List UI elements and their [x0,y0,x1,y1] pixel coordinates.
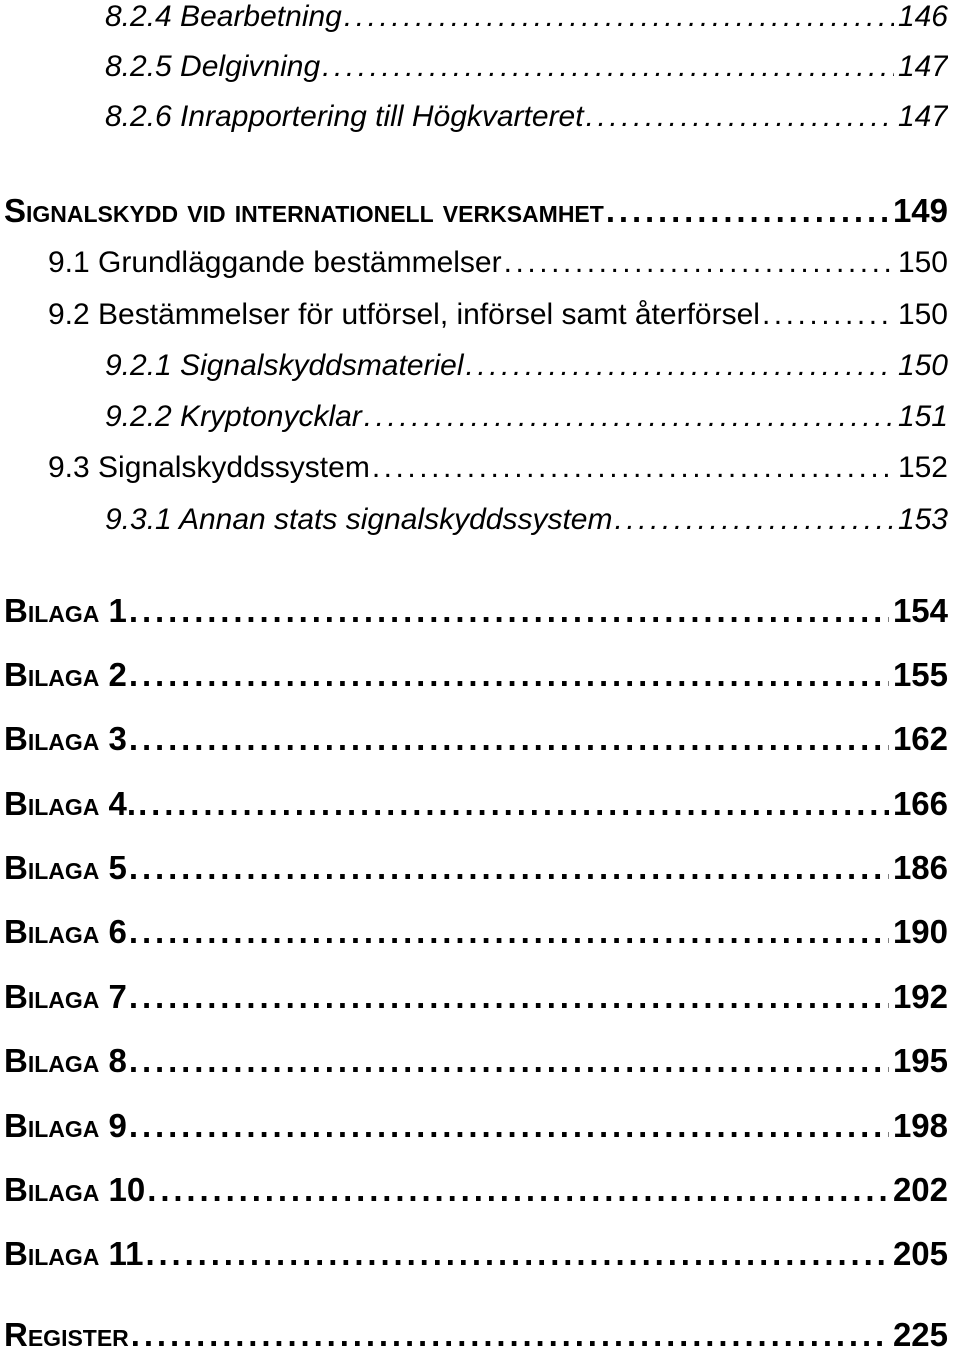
dot-leader [762,298,894,332]
dot-leader [129,592,889,630]
toc-entry[interactable] [105,349,948,389]
toc-appendix-entry[interactable] [4,849,948,893]
toc-entry-page: 150 [897,246,948,279]
toc-entry-label: Register [4,1316,129,1353]
dot-leader [586,100,894,134]
dot-leader [129,1042,889,1080]
toc-entry-label: Bilaga 10 [4,1171,146,1208]
dot-leader [322,50,894,84]
toc-entry-page: 202 [892,1171,948,1208]
toc-entry[interactable] [105,50,948,90]
toc-appendix-entry[interactable] [4,656,948,700]
toc-entry-page: 186 [892,849,948,886]
toc-entry-page: 192 [892,978,948,1015]
toc-entry-label: Bilaga 9 [4,1107,127,1144]
dot-leader [344,0,894,34]
toc-entry-page: 198 [892,1107,948,1144]
toc-entry-page: 190 [892,913,948,950]
dot-leader [138,785,889,823]
dot-leader [364,400,894,434]
dot-leader [129,656,889,694]
toc-entry[interactable] [48,451,948,491]
toc-entry-label: Bilaga 2 [4,656,127,693]
dot-leader [129,913,889,951]
toc-entry-label: Bilaga 7 [4,978,127,1015]
toc-entry-label: Bilaga 11 [4,1235,144,1272]
toc-entry-page: 152 [897,451,948,484]
dot-leader [129,978,889,1016]
toc-appendix-entry[interactable] [4,1107,948,1151]
toc-entry-page: 155 [892,656,948,693]
toc-entry-label: 9.3 Signalskyddssystem [48,451,370,484]
toc-entry-page: 150 [897,298,948,331]
toc-entry-page: 166 [892,785,948,822]
toc-chapter-entry[interactable] [4,192,948,236]
toc-entry[interactable] [105,503,948,543]
dot-leader [129,1107,889,1145]
toc-appendix-entry[interactable] [4,1171,948,1215]
toc-entry-label: 8.2.4 Bearbetning [105,0,342,33]
dot-leader [129,720,889,758]
dot-leader [504,246,894,280]
toc-register-entry[interactable] [4,1316,948,1360]
toc-entry-label: Bilaga 6 [4,913,127,950]
toc-entry[interactable] [48,298,948,338]
dot-leader [147,1171,889,1209]
toc-entry-page: 153 [897,503,948,536]
toc-entry-label: Bilaga 8 [4,1042,127,1079]
toc-entry-page: 195 [892,1042,948,1079]
dot-leader [129,849,889,887]
toc-appendix-entry[interactable] [4,1042,948,1086]
toc-entry-page: 146 [897,0,948,33]
dot-leader [466,349,894,383]
toc-entry-label: 9.3.1 Annan stats signalskyddssystem [105,503,613,536]
dot-leader [131,1316,889,1354]
toc-entry-label: 8.2.6 Inrapportering till Högkvarteret [105,100,584,133]
dot-leader [372,451,894,485]
toc-appendix-entry[interactable] [4,785,948,829]
toc-entry-page: 162 [892,720,948,757]
dot-leader [614,503,893,537]
toc-entry-label: 9.2 Bestämmelser för utförsel, införsel samt återförsel [48,298,760,331]
toc-entry-label: 9.1 Grundläggande bestämmelser [48,246,502,279]
toc-entry[interactable] [105,100,948,140]
dot-leader [606,192,889,230]
toc-entry-label: 8.2.5 Delgivning [105,50,321,83]
toc-appendix-entry[interactable] [4,913,948,957]
toc-entry-label: Bilaga 1 [4,592,127,629]
toc-entry-label: 9.2.2 Kryptonycklar [105,400,362,433]
toc-entry-page: 147 [897,100,948,133]
toc-entry-page: 205 [892,1235,948,1272]
toc-appendix-entry[interactable] [4,1235,948,1279]
toc-entry-page: 225 [892,1316,948,1353]
toc-entry[interactable] [105,400,948,440]
toc-entry[interactable] [48,246,948,286]
toc-appendix-entry[interactable] [4,592,948,636]
toc-entry-page: 154 [892,592,948,629]
toc-entry-label: Bilaga 4. [4,785,137,822]
toc-entry-page: 151 [897,400,948,433]
toc-appendix-entry[interactable] [4,978,948,1022]
toc-entry-page: 149 [892,192,948,229]
toc-entry-label: Bilaga 5 [4,849,127,886]
toc-entry-page: 147 [897,50,948,83]
toc-entry-page: 150 [897,349,948,382]
dot-leader [145,1235,889,1273]
toc-entry[interactable] [105,0,948,40]
toc-entry-label: Signalskydd vid internationell verksamhet [4,192,604,229]
toc-appendix-entry[interactable] [4,720,948,764]
toc-entry-label: 9.2.1 Signalskyddsmateriel [105,349,464,382]
toc-entry-label: Bilaga 3 [4,720,127,757]
